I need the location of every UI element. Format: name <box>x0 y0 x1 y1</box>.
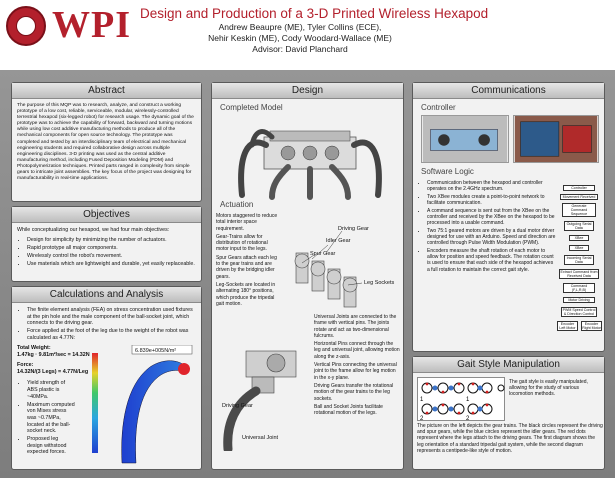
abstract-panel <box>11 82 202 202</box>
result-item: • Yield strength of ABS plastic is ~40MPa. <box>27 380 75 400</box>
software-flowchart <box>557 185 603 347</box>
poster-title: Design and Production of a 3-D Printed Wireless Hexapod <box>140 6 489 21</box>
communications-panel <box>412 82 605 352</box>
objective-item: • Design for simplicity by minimizing the number of actuators. <box>27 237 196 244</box>
ball-socket-text: Ball and Socket Joints facilitate rotational motion of the legs. <box>314 403 383 417</box>
flow-step: XBee <box>569 245 589 251</box>
force-label: Force: <box>17 362 34 369</box>
gait-diagram <box>417 377 505 421</box>
force-equation: 14.32N/(3 Legs) = 4.77N/Leg <box>17 369 89 376</box>
comm-item: • Two 75:1 geared motors are driven by a dual motor driver designed for use with an Arduino. Speed and direction are controlled through Pulse Width Modulation (PWM). <box>427 228 557 247</box>
controller-heading: Controller <box>421 103 456 112</box>
calculations-heading: Calculations and Analysis <box>12 287 201 303</box>
driving-gears-text: Driving Gears transfer the rotational motion of the gear trains to the leg sockets. <box>314 382 394 402</box>
vertical-pins-text: Vertical Pins connecting the universal joint to the frame allow for leg motion in the x-y plane. <box>314 362 397 381</box>
comm-item: • Communication between the hexapod and controller operates on the 2.4GHz spectrum. <box>427 180 557 192</box>
flow-step: Generate Command Sequence <box>562 203 596 217</box>
motors-text: Motors staggered to reduce total interior space requirement. <box>216 213 278 232</box>
objective-item: • Wirelessly control the robot's movement. <box>27 253 196 260</box>
objective-item: • Rapid prototype all major components. <box>27 245 196 252</box>
objectives-panel <box>11 206 202 282</box>
flow-step: PWM Speed Control & Direction Control <box>562 308 596 317</box>
calc-results <box>17 380 75 456</box>
flow-step: Controller <box>563 185 595 191</box>
result-item: • Proposed leg design withstood expected forces. <box>27 436 75 456</box>
fea-leg-shape <box>122 361 188 463</box>
calc-item: • Force applied at the foot of the leg due to the weight of the robot was calculated as 4.77N: <box>27 328 196 341</box>
controller-photo-right <box>513 115 599 163</box>
abstract-text: The purpose of this MQP was to research, analyze, and construct a working prototype of a low cost, reliable, serviceable, modular, wirelessly-controlled terrestrial hexapod (six-legged robot) for research usage. The dynamic goal of the prototype was to achieve the capability of forward, backward and turning motions while using low cost additive manufacturing methods to produce all of the mechanical components for open source technology. The prototype was completed and tested by an interdisciplinary team of electrical and mechanical engineering students and required collaborative design across multiple engineering disciplines. 3-D printing was used as the central additive manufacturing method, including Fused Deposition Modeling (FDM) and Photopolymerization techniques. Printed parts ranged in complexity from simple gears to intricate joint assemblies. The key focus of the project was designing for manufacturability in real-time applications. <box>17 103 194 182</box>
label-joint-driving-gear: Driving Gear <box>222 403 253 409</box>
wpi-seal-icon <box>6 6 46 46</box>
calculations-panel <box>11 286 202 470</box>
comm-item: • Encoders measure the shaft rotation of each motor to allow for position and speed feedback. The rotation count is used to ensure that each side of the hexapod achieves a full rotation to maintain the correct gait style. <box>427 248 557 273</box>
software-logic-heading: Software Logic <box>421 167 474 176</box>
objectives-list <box>17 237 196 268</box>
flow-step: Motor Driving <box>563 297 595 303</box>
fea-hotspot <box>178 363 190 375</box>
spur-gears-text: Spur Gears attach each leg to the gear trains and are driven by the bridging idler gears. <box>216 254 277 280</box>
gait-number: 2 <box>466 416 470 421</box>
authors-line-2: Nehir Keskin (ME), Cody Woodard-Wallace (ME) <box>208 33 392 43</box>
completed-model-heading: Completed Model <box>220 103 283 112</box>
design-panel <box>211 82 404 470</box>
communications-list <box>417 180 557 273</box>
weight-label: Total Weight: <box>17 345 51 352</box>
leg-sockets-text: Leg-Sockets are located in alternating 180° positions, which produce the tripedal gait motion. <box>216 281 276 307</box>
author-block <box>140 22 460 55</box>
horizontal-pins-text: Horizontal Pins connect through the leg and universal joint, allowing motion along the z-axis. <box>314 341 400 360</box>
gait-panel <box>412 356 605 470</box>
objective-item: • Use materials which are lightweight and durable, yet easily replaceable. <box>27 261 196 268</box>
fea-color-scale <box>92 353 98 453</box>
weight-equation: 1.47kg · 9.81m²/sec = 14.32N <box>17 352 90 359</box>
objectives-heading: Objectives <box>12 207 201 223</box>
gear-trains-text: Gear-Trains allow for distribution of rotational motor input to the legs. <box>216 233 268 253</box>
gait-text-2: The picture on the left depicts the gear trains. The black circles represent the driving and spur gears, while the blue circles represent the idler gears. The red dots represent where the legs attach to the driving gears. The first diagram shows the leg orientation of a standard tripedal gait system, while the second diagram represents a centipede-like style of motion. <box>417 423 603 454</box>
result-item: • Maximum computed von Mises stress was ~0.7MPa, located at the ball-socket neck. <box>27 402 75 435</box>
abstract-heading: Abstract <box>12 83 201 99</box>
fea-stress-plot <box>92 345 198 465</box>
flow-step: Outgoing Serial Data <box>564 221 594 231</box>
label-driving-gear: Driving Gear <box>338 226 369 232</box>
fea-callout: 6.839e+005N/m² <box>135 348 177 354</box>
flow-step: Extract Command from Received Data <box>560 270 598 279</box>
wpi-logo: WPI <box>52 4 131 46</box>
joint-text <box>314 314 400 416</box>
communications-body <box>417 180 557 274</box>
advisor: Advisor: David Planchard <box>252 44 348 54</box>
gait-number: 1 <box>466 397 470 403</box>
poster-header <box>0 0 615 70</box>
flow-step: Encoder Right Motor <box>582 322 601 331</box>
flow-step: Movement Received <box>560 194 598 200</box>
label-leg-sockets: Leg Sockets <box>364 280 395 286</box>
controller-photo-left <box>421 115 509 163</box>
universal-joint-render <box>216 331 312 451</box>
universal-joints-text: Universal Joints are connected to the frame with vertical pins. The joints rotate and act as two-dimensional fulcrums. <box>314 314 397 339</box>
flow-step: Incoming Serial Data <box>564 255 594 265</box>
objectives-body <box>12 223 201 273</box>
actuation-text <box>216 213 278 307</box>
flow-step: Encoder Left Motor <box>557 321 578 331</box>
gear-train-render <box>282 223 402 315</box>
actuation-heading: Actuation <box>220 200 254 209</box>
authors-line-1: Andrew Beaupre (ME), Tyler Collins (ECE), <box>218 22 382 32</box>
design-heading: Design <box>212 83 403 99</box>
gait-number: 1 <box>420 397 424 403</box>
gait-number: 2 <box>420 416 424 421</box>
comm-item: • Two XBee modules create a point-to-point network to facilitate communication. <box>427 194 557 206</box>
calculations-list <box>17 307 196 341</box>
comm-item: • A command sequence is sent out from the XBee on the controller and received by the XBee on the hexapod to be processed into a usable command. <box>427 208 557 227</box>
objectives-intro: While conceptualizing our hexapod, we had four main objectives: <box>17 227 170 233</box>
label-idler-gear: Idler Gear <box>326 238 351 244</box>
label-universal-joint: Universal Joint <box>242 435 279 441</box>
calc-item: • The finite element analysis (FEA) on stress concentration used fixtures at the pin hole and the male component of the ball-socket joint, which connects to the driving gear. <box>27 307 196 327</box>
label-spur-gear: Spur Gear <box>310 251 336 257</box>
gait-text-1: The gait style is easily manipulated, allowing for the study of various locomotion methods. <box>509 379 588 398</box>
flow-step: Command (F,L,R,B) <box>563 283 595 293</box>
hexapod-model-render <box>228 115 388 200</box>
gait-heading: Gait Style Manipulation <box>413 357 604 373</box>
flow-step: XBee <box>569 235 589 241</box>
communications-heading: Communications <box>413 83 604 99</box>
